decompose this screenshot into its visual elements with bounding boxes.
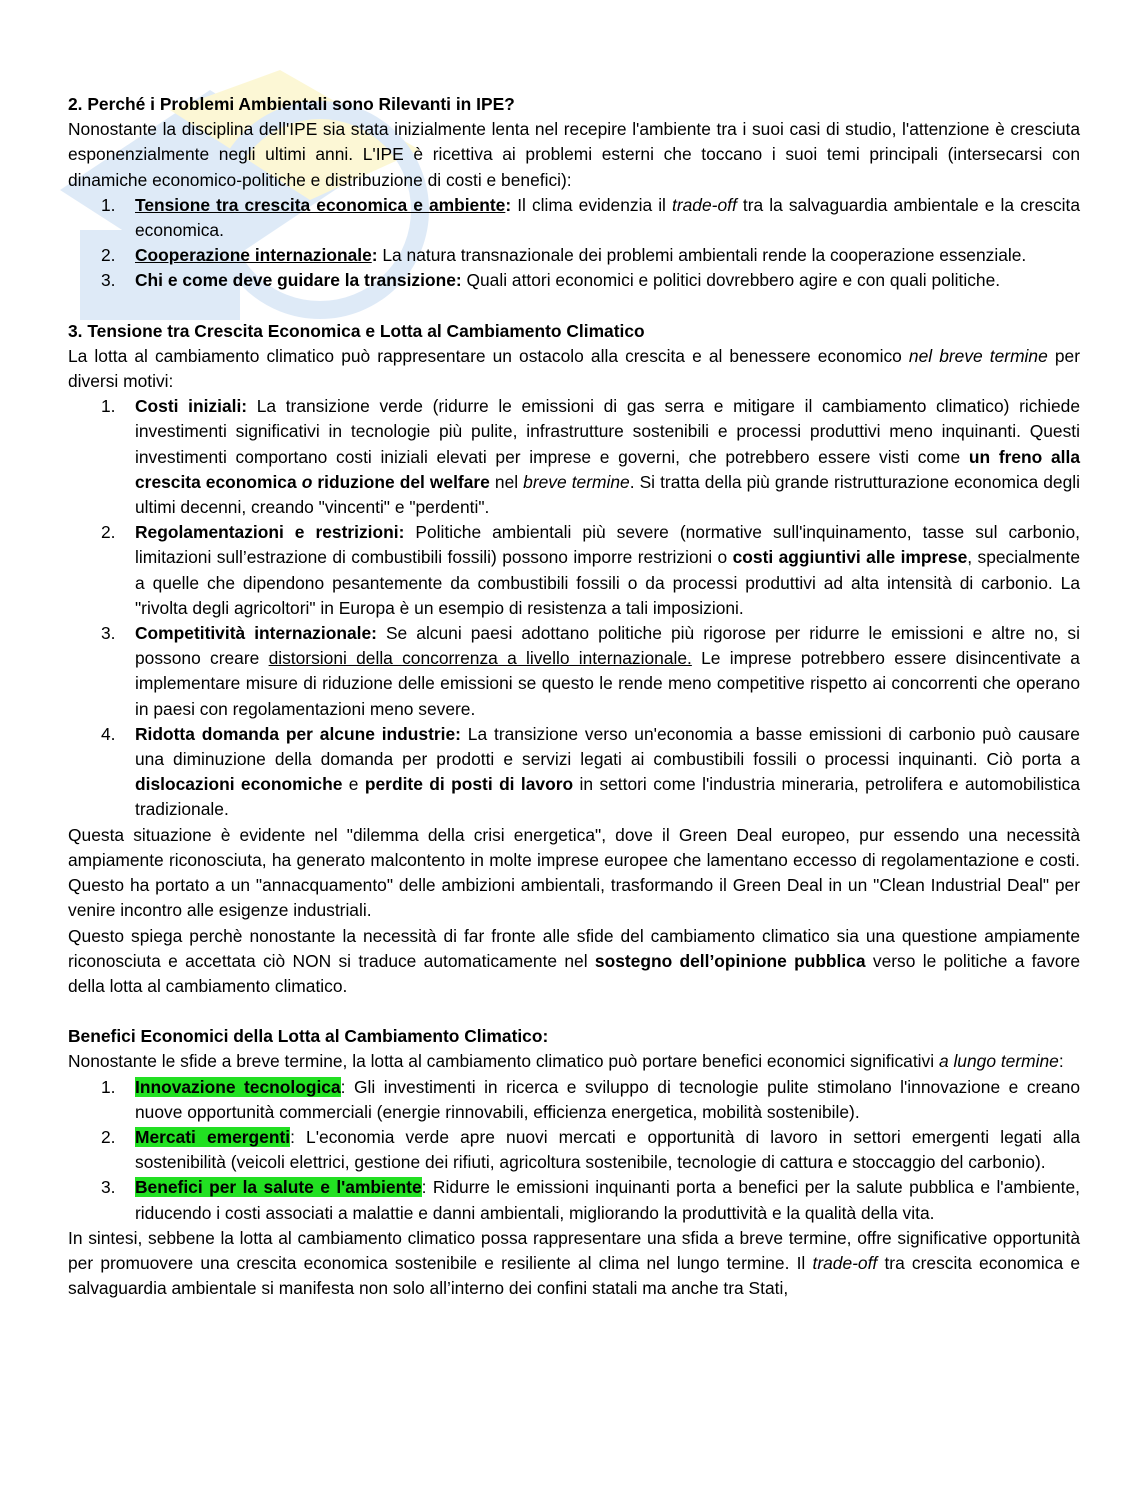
list-item: 1. Tensione tra crescita economica e ambiente: Il clima evidenzia il trade-off tra la salvaguardia ambientale e la crescita economica. — [101, 194, 1081, 241]
highlighted-term: Benefici per la salute e l'ambiente — [135, 1177, 422, 1198]
benefits-list — [68, 1075, 1080, 1226]
section-2-intro: Nonostante la disciplina dell'IPE sia stata inizialmente lenta nel recepire l'ambiente tra i suoi casi di studio, l'attenzione è cresciuta esponenzialmente negli ultimi anni. L'IPE è ricettiva ai problemi esterni che toccano i suoi temi principali (intersecarsi con dinamiche economico-politiche e distribuzione di costi e benefici): — [68, 119, 1080, 190]
section-3-list — [68, 394, 1080, 822]
highlighted-term: Mercati emergenti — [135, 1126, 291, 1147]
list-item: 3. Benefici per la salute e l'ambiente: Ridurre le emissioni inquinanti porta a benefici per la salute pubblica e l'ambiente, riducendo i costi associati a malattie e danni ambientali, migliorando la produttività e la qualità della vita. — [101, 1177, 1080, 1223]
section-3-paragraph: Questa situazione è evidente nel "dilemma della crisi energetica", dove il Green Deal europeo, pur essendo una necessità ampiamente riconosciuta, ha generato malcontento in molte imprese europee che lamentano eccesso di regolamentazione e costi. Questo ha portato a un "annacquamento" delle ambizioni ambientali, trasformando il Green Deal in un "Clean Industrial Deal" per venire incontro alle esigenze industriali. — [68, 824, 1080, 921]
list-item: 2. Cooperazione internazionale: La natura transnazionale dei problemi ambientali rende la cooperazione essenziale. — [101, 245, 1027, 266]
section-2-heading: 2. Perché i Problemi Ambientali sono Rilevanti in IPE? — [68, 94, 515, 114]
section-3-heading: 3. Tensione tra Crescita Economica e Lotta al Cambiamento Climatico — [68, 320, 645, 341]
section-2-list — [68, 193, 1080, 294]
list-item: 2. Regolamentazioni e restrizioni: Politiche ambientali più severe (normative sull'inquinamento, tasse sul carbonio, limitazioni sull’estrazione di combustibili fossili) possono imporre restrizioni o costi aggiuntivi alle imprese, specialmente a quelle che dipendono pesantemente da combustibili fossili o da processi produttivi ad alta intensità di carbonio. La "rivolta degli agricoltori" in Europa è un esempio di resistenza a tali imposizioni. — [101, 522, 1080, 618]
list-item: 3. Chi e come deve guidare la transizione: Quali attori economici e politici dovrebbero agire e con quali politiche. — [101, 270, 1001, 291]
benefits-heading: Benefici Economici della Lotta al Cambiamento Climatico: — [68, 1026, 549, 1047]
list-item: 1. Innovazione tecnologica: Gli investimenti in ricerca e sviluppo di tecnologie pulite stimolano l'innovazione e creano nuove opportunità commerciali (energie rinnovabili, efficienza energetica, mobilità sostenibile). — [101, 1076, 1080, 1122]
document-page — [68, 92, 1080, 1301]
list-item: 3. Competitività internazionale: Se alcuni paesi adottano politiche più rigorose per ridurre le emissioni e altre no, si possono creare distorsioni della concorrenza a livello internazionale. Le imprese potrebbero essere disincentivate a implementare misure di riduzione delle emissioni se questo le rende meno competitive rispetto ai concorrenti che operano in paesi con regolamentazioni meno severe. — [101, 623, 1080, 719]
summary-paragraph: In sintesi, sebbene la lotta al cambiamento climatico possa rappresentare una sfida a breve termine, offre significative opportunità per promuovere una crescita economica sostenibile e resiliente al clima nel lungo termine. Il trade-off tra crescita economica e salvaguardia ambientale si manifesta non solo all’interno dei confini statali ma anche tra Stati, — [68, 1227, 1081, 1299]
section-3-intro: La lotta al cambiamento climatico può rappresentare un ostacolo alla crescita e al benessere economico nel breve termine per diversi motivi: — [68, 345, 1080, 392]
list-item: 4. Ridotta domanda per alcune industrie: La transizione verso un'economia a basse emissioni di carbonio può causare una diminuzione della domanda per prodotti e servizi legati ai combustibili fossili o processi inquinanti. Ciò porta a dislocazioni economiche e perdite di posti di lavoro in settori come l'industria mineraria, petrolifera e automobilistica tradizionale. — [101, 723, 1080, 820]
highlighted-term: Innovazione tecnologica — [135, 1076, 341, 1097]
section-3-paragraph: Questo spiega perchè nonostante la necessità di far fronte alle sfide del cambiamento climatico sia una questione ampiamente riconosciuta e accettata ciò NON si traduce automaticamente nel sostegno dell’opinione pubblica verso le politiche a favore della lotta al cambiamento climatico. — [68, 925, 1081, 996]
list-item: 2. Mercati emergenti: L'economia verde apre nuovi mercati e opportunità di lavoro in settori emergenti legati alla sostenibilità (veicoli elettrici, gestione dei rifiuti, agricoltura sostenibile, tecnologie di cattura e stoccaggio del carbonio). — [101, 1126, 1081, 1173]
list-item: 1. Costi iniziali: La transizione verde (ridurre le emissioni di gas serra e mitigare il cambiamento climatico) richiede investimenti significativi in tecnologie più pulite, infrastrutture sostenibili e processi produttivi meno inquinanti. Questi investimenti comportano costi iniziali elevati per imprese e governi, che potrebbero essere visti come un freno alla crescita economica o riduzione del welfare nel breve termine. Si tratta della più grande ristrutturazione economica degli ultimi decenni, creando "vincenti" e "perdenti". — [101, 396, 1081, 518]
benefits-intro: Nonostante le sfide a breve termine, la lotta al cambiamento climatico può portare benefici economici significativi a lungo termine: — [68, 1051, 1064, 1072]
